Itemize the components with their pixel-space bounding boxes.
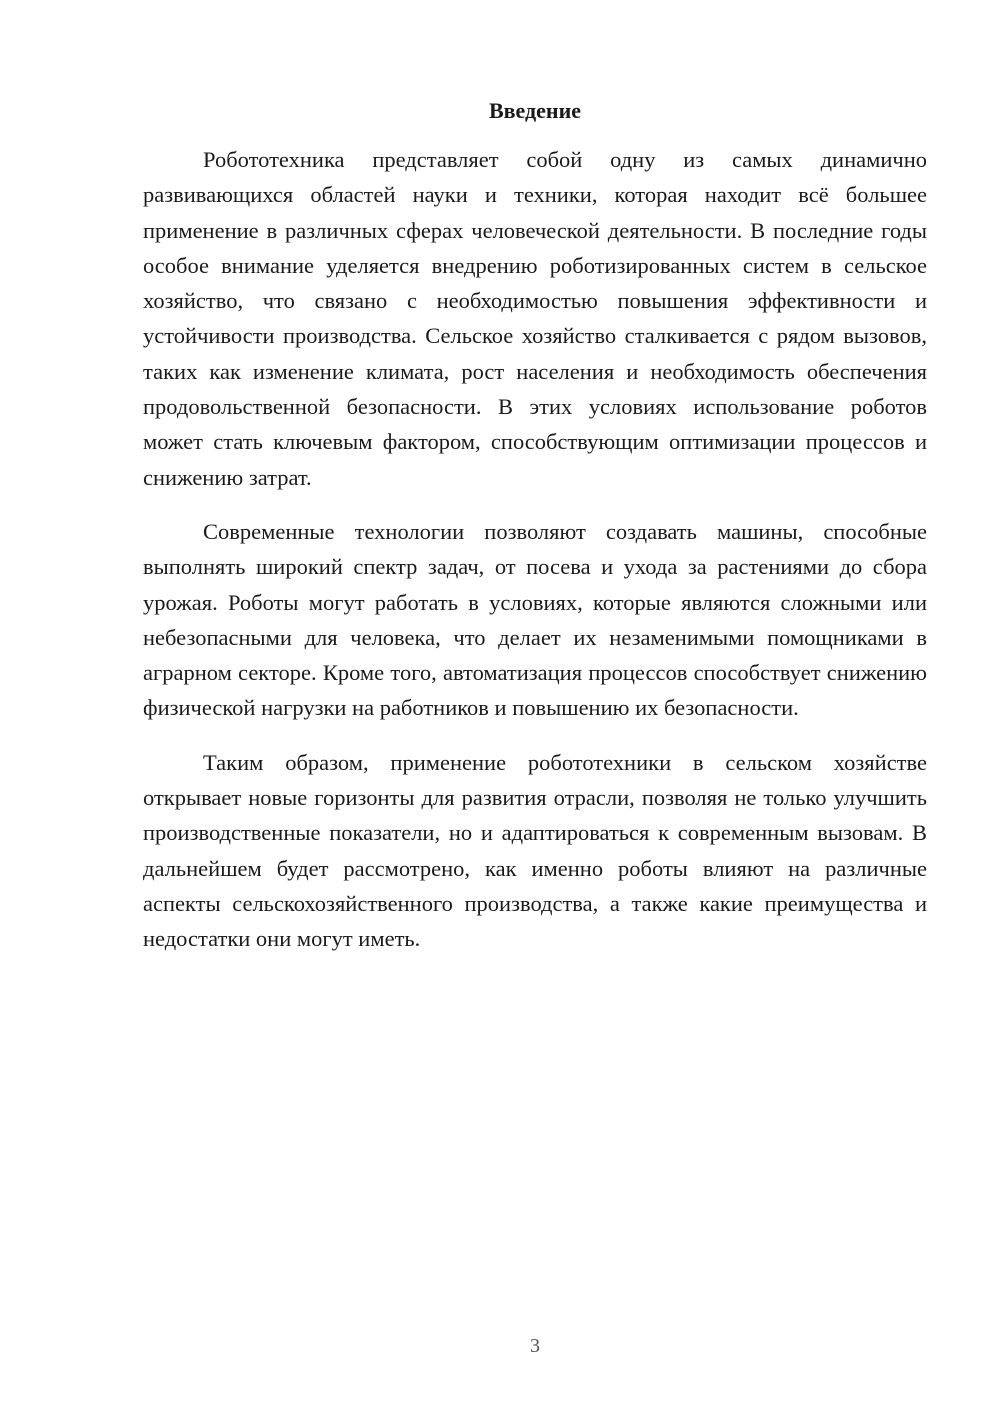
section-heading: Введение	[488, 98, 582, 123]
body-text	[143, 142, 927, 957]
paragraph-1: Робототехника представляет собой одну из самых динамично развивающихся областей науки и техники, которая находит всё большее применение в различных сферах человеческой деятельности. В последние годы особое внимание уделяется внедрению роботизированных систем в сельское хозяйство, что связано с необходимостью повышения эффективности и устойчивости производства. Сельское хозяйство сталкивается с рядом вызовов, таких как изменение климата, рост населения и необходимость обеспечения продовольственной безопасности. В этих условиях использование роботов может стать ключевым фактором, способствующим оптимизации процессов и снижению затрат.	[143, 147, 927, 490]
paragraph-3: Таким образом, применение робототехники в сельском хозяйстве открывает новые горизонты для развития отрасли, позволяя не только улучшить производственные показатели, но и адаптироваться к современным вызовам. В дальнейшем будет рассмотрено, как именно роботы влияют на различные аспекты сельскохозяйственного производства, а также какие преимущества и недостатки они могут иметь.	[143, 749, 927, 952]
page-number: 3	[530, 1335, 540, 1357]
paragraph-2: Современные технологии позволяют создавать машины, способные выполнять широкий спектр задач, от посева и ухода за растениями до сбора урожая. Роботы могут работать в условиях, которые являются сложными или небезопасными для человека, что делает их незаменимыми помощниками в аграрном секторе. Кроме того, автоматизация процессов способствует снижению физической нагрузки на работников и повышению их безопасности.	[143, 518, 927, 721]
